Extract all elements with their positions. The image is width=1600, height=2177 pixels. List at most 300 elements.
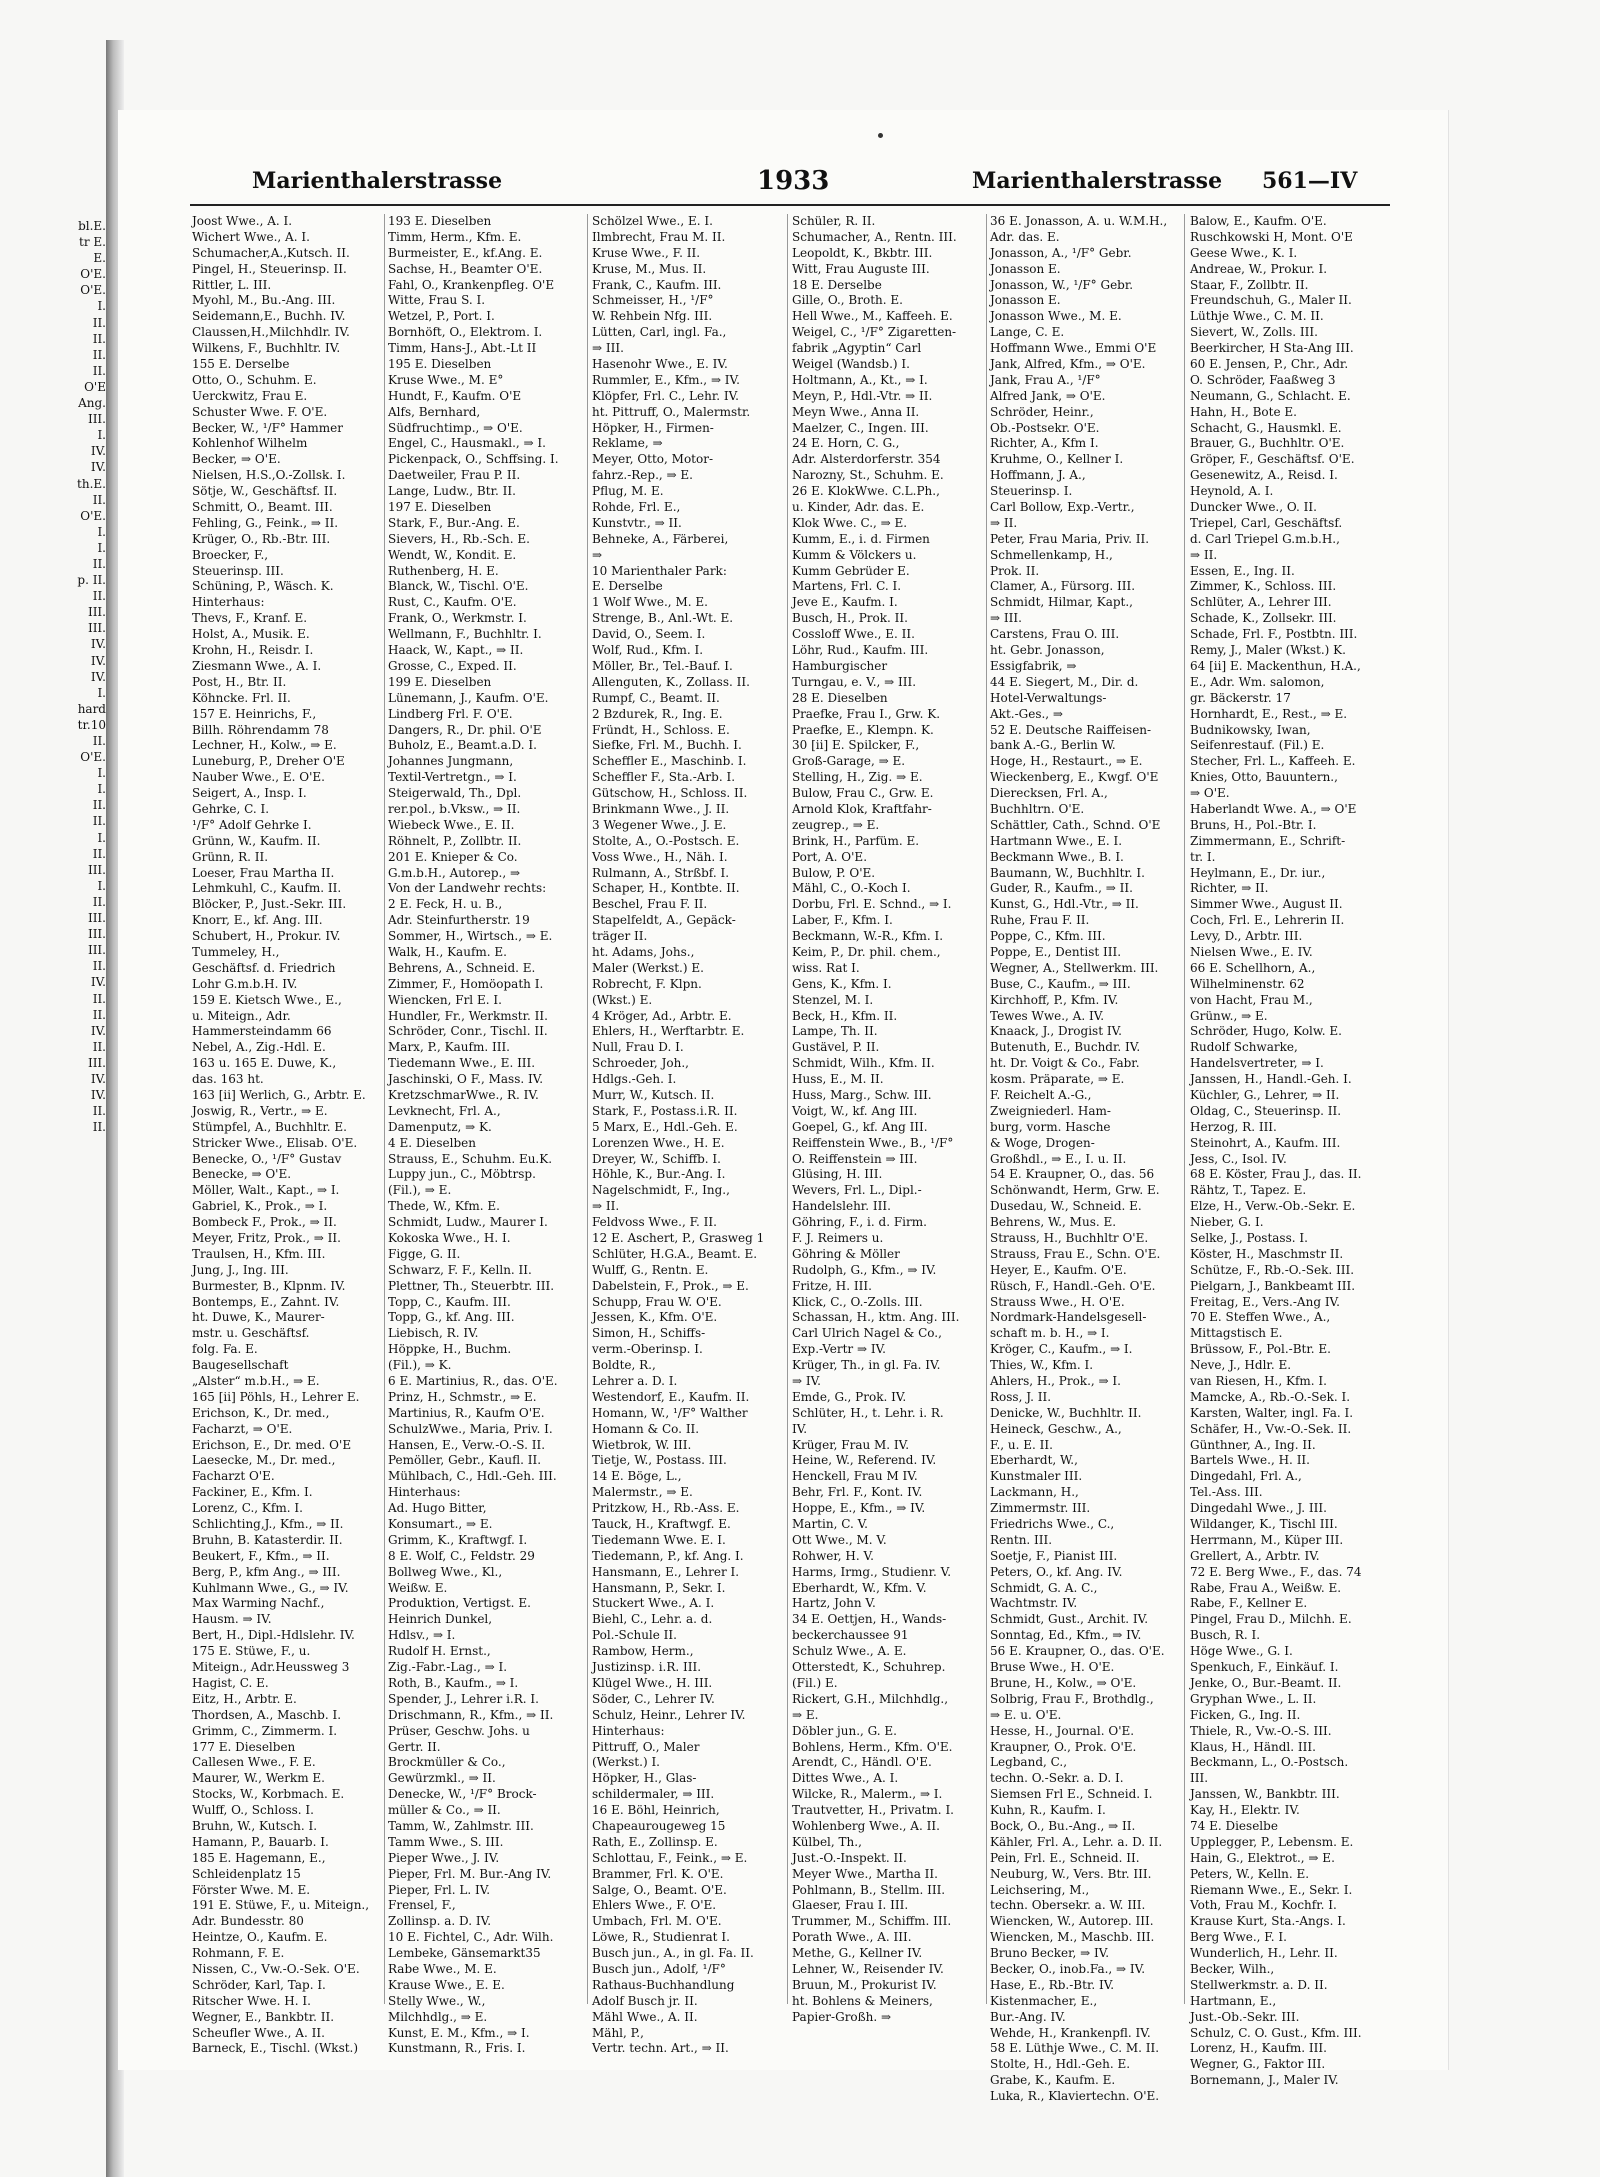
directory-entry-line: Schröder, Karl, Tap. I. <box>192 1977 326 1992</box>
directory-entry-line: Schuster Wwe. F. O'E. <box>192 404 328 419</box>
directory-entry-line: Hundler, Fr., Werkmstr. II. <box>388 1008 548 1023</box>
directory-entry-line: Schönwandt, Herm, Grw. E. <box>990 1183 1160 1198</box>
margin-fragment: II. <box>92 492 106 507</box>
directory-entry-line: Harms, Irmg., Studienr. V. <box>792 1564 952 1579</box>
directory-entry-line: Brinkmann Wwe., J. II. <box>592 801 730 816</box>
directory-entry-line: Jank, Frau A., ¹/F° <box>990 372 1101 387</box>
directory-entry-line: Schüler, R. II. <box>792 214 876 228</box>
directory-entry-line: Südfruchtimp., ⇒ O'E. <box>388 420 523 435</box>
directory-column-6 <box>1190 214 1386 2088</box>
directory-entry-line: Narozny, St., Schuhm. E. <box>792 468 944 483</box>
directory-entry-line: Bruun, M., Prokurist IV. <box>792 1977 937 1992</box>
directory-entry-line: Höppke, H., Buchm. <box>388 1342 512 1357</box>
margin-fragment: IV. <box>90 975 106 990</box>
directory-entry-line: Johannes Jungmann, <box>388 754 514 769</box>
directory-entry-line: Jess, C., Isol. IV. <box>1190 1151 1287 1166</box>
directory-entry-line: Ahlers, H., Prok., ⇒ I. <box>990 1374 1121 1389</box>
directory-entry-line: 185 E. Hagemann, E., <box>192 1850 326 1865</box>
directory-entry-line: Brockmüller & Co., <box>388 1755 506 1770</box>
directory-entry-line: fabrik „Agyptin“ Carl <box>792 341 922 356</box>
directory-entry-line: Sachse, H., Beamter O'E. <box>388 261 543 276</box>
directory-entry-line: Berg, P., kfm Ang., ⇒ III. <box>192 1564 341 1579</box>
directory-entry-line: Jonasson E. <box>990 293 1061 308</box>
directory-entry-line: Höpker, H., Glas- <box>592 1771 697 1786</box>
directory-entry-line: F., u. E. II. <box>990 1437 1053 1452</box>
directory-entry-line: Erichson, E., Dr. med. O'E <box>192 1437 352 1452</box>
directory-entry-line: Dangers, R., Dr. phil. O'E <box>388 722 542 737</box>
directory-entry-line: Joost Wwe., A. I. <box>192 214 293 228</box>
directory-entry-line: Berg Wwe., F. I. <box>1190 1930 1287 1945</box>
directory-entry-line: Emde, G., Prok. IV. <box>792 1389 907 1404</box>
directory-entry-line: Höge Wwe., G. I. <box>1190 1644 1293 1659</box>
directory-entry-line: Sommer, H., Wirtsch., ⇒ E. <box>388 929 553 944</box>
directory-entry-line: Frensel, F., <box>388 1898 456 1913</box>
directory-entry-line: Zimmermstr. III. <box>990 1501 1091 1516</box>
directory-entry-line: Myohl, M., Bu.-Ang. III. <box>192 293 336 308</box>
directory-entry-line: Konsumart., ⇒ E. <box>388 1517 493 1532</box>
directory-entry-line: Schlüter, H.G.A., Beamt. E. <box>592 1246 758 1261</box>
directory-entry-line: W. Rehbein Nfg. III. <box>592 309 713 324</box>
directory-entry-line: Lehrer a. D. I. <box>592 1374 678 1389</box>
directory-entry-line: träger II. <box>592 929 648 944</box>
directory-entry-line: Gehrke, C. I. <box>192 801 270 816</box>
directory-entry-line: Luppy jun., C., Möbtrsp. <box>388 1167 536 1182</box>
directory-entry-line: Jung, J., Ing. III. <box>192 1262 289 1277</box>
directory-entry-line: Adr. Steinfurtherstr. 19 <box>388 913 530 928</box>
directory-entry-line: Jonasson, A., ¹/F° Gebr. <box>990 245 1132 260</box>
directory-entry-line: Wegner, G., Faktor III. <box>1190 2057 1326 2072</box>
directory-entry-line: Löhr, Rud., Kaufm. III. <box>792 643 929 658</box>
directory-entry-line: Ross, J. II. <box>990 1389 1052 1404</box>
directory-entry-line: 4 Kröger, Ad., Arbtr. E. <box>592 1008 732 1023</box>
directory-entry-line: G.m.b.H., Autorep., ⇒ <box>388 865 521 880</box>
directory-entry-line: Siefke, Frl. M., Buchh. I. <box>592 738 742 753</box>
directory-entry-line: Meyer, Fritz, Prok., ⇒ II. <box>192 1231 341 1245</box>
directory-entry-line: verm.-Oberinsp. I. <box>592 1342 703 1357</box>
directory-entry-line: Mähl Wwe., A. II. <box>592 2009 698 2024</box>
directory-entry-line: Ruhe, Frau F. II. <box>990 913 1090 928</box>
directory-entry-line: Handelsvertreter, ⇒ I. <box>1190 1056 1324 1071</box>
directory-entry-line: Heineck, Geschw., A., <box>990 1421 1122 1436</box>
directory-entry-line: Feldvoss Wwe., F. II. <box>592 1215 717 1230</box>
directory-entry-line: Klick, C., O.-Zolls. III. <box>792 1294 923 1309</box>
header-rule <box>190 204 1390 206</box>
directory-entry-line: Stolte, H., Hdl.-Geh. E. <box>990 2057 1131 2072</box>
margin-fragment: IV. <box>90 460 106 475</box>
directory-entry-line: burg, vorm. Hasche <box>990 1119 1111 1134</box>
directory-entry-line: Von der Landwehr rechts: <box>388 881 547 896</box>
directory-entry-line: Chapeaurougeweg 15 <box>592 1818 726 1833</box>
directory-entry-line: Wulff, G., Rentn. E. <box>592 1262 709 1277</box>
margin-fragment: hard <box>77 701 106 716</box>
directory-entry-line: Lorenz, C., Kfm. I. <box>192 1501 303 1516</box>
directory-entry-line: Schassan, H., ktm. Ang. III. <box>792 1310 960 1325</box>
directory-entry-line: fahrz.-Rep., ⇒ E. <box>592 468 693 483</box>
directory-entry-line: Dorbu, Frl. E. Schnd., ⇒ I. <box>792 897 952 912</box>
directory-entry-line: Grimm, C., Zimmerm. I. <box>192 1723 338 1738</box>
directory-entry-line: 44 E. Siegert, M., Dir. d. <box>990 674 1139 689</box>
directory-entry-line: Becker, O., inob.Fa., ⇒ IV. <box>990 1961 1146 1976</box>
directory-entry-line: Fahl, O., Krankenpfleg. O'E <box>388 277 555 292</box>
directory-entry-line: Schlottau, F., Feink., ⇒ E. <box>592 1850 748 1865</box>
directory-entry-line: Goepel, G., kf. Ang III. <box>792 1119 928 1134</box>
directory-entry-line: Günthner, A., Ing. II. <box>1190 1437 1316 1452</box>
directory-entry-line: 159 E. Kietsch Wwe., E., <box>192 992 342 1007</box>
directory-entry-line: Döbler jun., G. E. <box>792 1723 897 1738</box>
directory-entry-line: Simmer Wwe., August II. <box>1190 897 1343 912</box>
directory-entry-line: Stricker Wwe., Elisab. O'E. <box>192 1135 358 1150</box>
directory-entry-line: Meyn, P., Hdl.-Vtr. ⇒ II. <box>792 388 933 403</box>
directory-entry-line: Rudolf H. Ernst., <box>388 1644 491 1659</box>
directory-entry-line: von Hacht, Frau M., <box>1190 992 1313 1007</box>
directory-entry-line: u. Kinder, Adr. das. E. <box>792 500 925 515</box>
directory-entry-line: Haberlandt Wwe. A., ⇒ O'E <box>1190 801 1357 816</box>
directory-entry-line: Grabe, K., Kaufm. E. <box>990 2073 1116 2088</box>
directory-entry-line: Mamcke, A., Rb.-O.-Sek. I. <box>1190 1389 1351 1404</box>
directory-entry-line: Laesecke, M., Dr. med., <box>192 1453 336 1468</box>
directory-entry-line: 191 E. Stüwe, F., u. Miteign., <box>192 1898 370 1913</box>
directory-entry-line: Loeser, Frau Martha II. <box>192 865 335 880</box>
directory-entry-line: (Wkst.) E. <box>592 992 653 1007</box>
page-header <box>252 168 1422 198</box>
directory-entry-line: Mähl, C., O.-Koch I. <box>792 881 911 896</box>
directory-entry-line: Lüthje Wwe., C. M. II. <box>1190 309 1324 324</box>
directory-entry-line: Großhdl., ⇒ E., I. u. II. <box>990 1151 1127 1166</box>
directory-entry-line: Triepel, Carl, Geschäftsf. <box>1190 515 1343 530</box>
directory-entry-line: Eberhardt, W., Kfm. V. <box>792 1580 927 1595</box>
directory-entry-line: Trautvetter, H., Privatm. I. <box>792 1803 954 1818</box>
directory-entry-line: Schüning, P., Wäsch. K. <box>192 579 334 594</box>
directory-entry-line: Kay, H., Elektr. IV. <box>1190 1803 1300 1818</box>
directory-entry-line: Eberhardt, W., <box>990 1453 1078 1468</box>
directory-entry-line: Pingel, H., Steuerinsp. II. <box>192 261 347 276</box>
directory-entry-line: Bontemps, E., Zahnt. IV. <box>192 1294 340 1309</box>
directory-entry-line: Hoppe, E., Kfm., ⇒ IV. <box>792 1501 926 1516</box>
directory-entry-line: Arendt, C., Händl. O'E. <box>792 1755 932 1770</box>
directory-entry-line: Nissen, C., Vw.-O.-Sek. O'E. <box>192 1961 360 1976</box>
directory-entry-line: Peters, O., kf. Ang. IV. <box>990 1564 1123 1579</box>
margin-fragment: Ang. <box>78 396 106 411</box>
directory-entry-line: Carl Bollow, Exp.-Vertr., <box>990 500 1135 515</box>
directory-column-3 <box>592 214 784 2056</box>
margin-fragment: II. <box>92 1007 106 1022</box>
directory-entry-line: Stark, F., Bur.-Ang. E. <box>388 515 520 530</box>
directory-entry-line: Produktion, Vertigst. E. <box>388 1596 531 1611</box>
directory-entry-line: Figge, G. II. <box>388 1246 461 1261</box>
directory-entry-line: Jaschinski, O F., Mass. IV. <box>388 1072 544 1087</box>
directory-entry-line: Weißw. E. <box>388 1580 448 1595</box>
column-divider <box>986 214 987 2004</box>
directory-entry-line: Hansmann, P., Sekr. I. <box>592 1580 726 1595</box>
directory-entry-line: Steuerinsp. III. <box>192 563 284 578</box>
directory-entry-line: Hahn, H., Bote E. <box>1190 404 1297 419</box>
directory-entry-line: Spender, J., Lehrer i.R. I. <box>388 1691 539 1706</box>
directory-entry-line: Westendorf, E., Kaufm. II. <box>592 1389 750 1404</box>
directory-entry-line: Buchhltrn. O'E. <box>990 801 1085 816</box>
directory-entry-line: Rittler, L. III. <box>192 277 272 292</box>
directory-entry-line: 70 E. Steffen Wwe., A., <box>1190 1310 1331 1325</box>
margin-fragment: I. <box>97 299 106 314</box>
directory-entry-line: Thiele, R., Vw.-O.-S. III. <box>1190 1723 1332 1738</box>
directory-entry-line: Grosse, C., Exped. II. <box>388 658 517 673</box>
directory-entry-line: Krüger, Th., in gl. Fa. IV. <box>792 1358 941 1373</box>
directory-entry-line: Kistenmacher, E., <box>990 1993 1098 2008</box>
directory-entry-line: Meyn Wwe., Anna II. <box>792 404 920 419</box>
margin-fragment: I. <box>97 830 106 845</box>
directory-entry-line: Steinohrt, A., Kaufm. III. <box>1190 1135 1341 1150</box>
directory-entry-line: Hell Wwe., M., Kaffeeh. E. <box>792 309 953 324</box>
directory-entry-line: Rickert, G.H., Milchhdlg., <box>792 1691 949 1706</box>
directory-entry-line: Wegner, E., Bankbtr. II. <box>192 2009 335 2024</box>
directory-entry-line: Beukert, F., Kfm., ⇒ II. <box>192 1548 330 1563</box>
directory-entry-line: Ott Wwe., M. V. <box>792 1532 887 1547</box>
directory-entry-line: Schade, Frl. F., Postbtn. III. <box>1190 627 1358 642</box>
directory-entry-line: Meyer, Otto, Motor- <box>592 452 714 467</box>
directory-entry-line: Bruhn, B. Katasterdir. II. <box>192 1532 343 1547</box>
directory-entry-line: Homann, W., ¹/F° Walther <box>592 1405 748 1420</box>
directory-entry-line: Alfred Jank, ⇒ O'E. <box>990 388 1106 403</box>
directory-entry-line: 199 E. Dieselben <box>388 674 492 689</box>
directory-entry-line: Hdlgs.-Geh. I. <box>592 1072 677 1087</box>
directory-entry-line: Rath, E., Zollinsp. E. <box>592 1834 718 1849</box>
directory-entry-line: Kruse, M., Mus. II. <box>592 261 707 276</box>
directory-entry-line: 26 E. KlokWwe. C.L.Ph., <box>792 484 940 499</box>
page-number: 561—IV <box>1262 168 1358 194</box>
directory-entry-line: IV. <box>792 1421 808 1436</box>
directory-entry-line: Gustävel, P. II. <box>792 1040 880 1055</box>
directory-entry-line: beckerchaussee 91 <box>792 1628 909 1643</box>
directory-entry-line: Wunderlich, H., Lehr. II. <box>1190 1946 1338 1961</box>
directory-entry-line: Schmidt, Hilmar, Kapt., <box>990 595 1133 610</box>
directory-entry-line: 163 [ii] Werlich, G., Arbtr. E. <box>192 1087 366 1102</box>
directory-entry-line: Wiencken, W., Autorep. III. <box>990 1914 1154 1929</box>
directory-entry-line: Max Warming Nachf., <box>192 1596 325 1611</box>
margin-fragment: O'E. <box>80 750 106 765</box>
directory-entry-line: 16 E. Böhl, Heinrich, <box>592 1803 720 1818</box>
directory-entry-line: Billh. Röhrendamm 78 <box>192 722 329 737</box>
directory-entry-line: Uerckwitz, Frau E. <box>192 388 308 403</box>
directory-entry-line: Bornhöft, O., Elektrom. I. <box>388 325 543 340</box>
directory-entry-line: 34 E. Oettjen, H., Wands- <box>792 1612 947 1627</box>
directory-entry-line: Freitag, E., Vers.-Ang IV. <box>1190 1294 1340 1309</box>
directory-entry-line: 195 E. Dieselben <box>388 357 492 372</box>
directory-entry-line: Wendt, W., Kondit. E. <box>388 547 517 562</box>
margin-fragment: II. <box>92 814 106 829</box>
directory-entry-line: Liebisch, R. IV. <box>388 1326 479 1341</box>
directory-entry-line: Handelslehr. III. <box>792 1199 891 1214</box>
directory-entry-line: Steuerinsp. I. <box>990 484 1073 499</box>
directory-entry-line: Damenputz, ⇒ K. <box>388 1119 492 1134</box>
directory-entry-line: 201 E. Knieper & Co. <box>388 849 518 864</box>
directory-entry-line: Scheufler Wwe., A. II. <box>192 2025 325 2040</box>
directory-entry-line: (Werkst.) I. <box>592 1755 660 1770</box>
directory-entry-line: Praefke, E., Klempn. K. <box>792 722 934 737</box>
directory-entry-line: Hdlsv., ⇒ I. <box>388 1628 456 1643</box>
directory-entry-line: Lorenzen Wwe., H. E. <box>592 1135 725 1150</box>
directory-entry-line: Stolte, A., O.-Postsch. E. <box>592 833 740 848</box>
directory-entry-line: Pol.-Schule II. <box>592 1628 677 1643</box>
directory-entry-line: Strenge, B., Anl.-Wt. E. <box>592 611 734 626</box>
directory-entry-line: Rudolf Schwarke, <box>1190 1040 1298 1055</box>
directory-entry-line: Seifenrestauf. (Fil.) E. <box>1190 738 1325 753</box>
directory-entry-line: Alfs, Bernhard, <box>388 404 481 419</box>
margin-fragment: III. <box>87 927 106 942</box>
directory-entry-line: Burmeister, E., kf.Ang. E. <box>388 245 543 260</box>
directory-entry-line: Stenzel, M. I. <box>792 992 874 1007</box>
directory-entry-line: Zig.-Fabr.-Lag., ⇒ I. <box>388 1660 508 1675</box>
margin-fragment: III. <box>87 911 106 926</box>
directory-entry-line: Pielgarn, J., Bankbeamt III. <box>1190 1278 1356 1293</box>
directory-entry-line: Richter, A., Kfm I. <box>990 436 1099 451</box>
directory-entry-line: Mittagstisch E. <box>1190 1326 1283 1341</box>
directory-column-2 <box>388 214 584 2056</box>
directory-entry-line: 157 E. Heinrichs, F., <box>192 706 317 721</box>
margin-fragment: II. <box>92 991 106 1006</box>
directory-entry-line: Brune, H., Kolw., ⇒ O'E. <box>990 1675 1137 1690</box>
directory-entry-line: mstr. u. Geschäftsf. <box>192 1326 310 1341</box>
directory-entry-line: ⇒ II. <box>1190 547 1218 562</box>
directory-entry-line: Schulz, C. O. Gust., Kfm. III. <box>1190 2025 1362 2040</box>
directory-entry-line: 54 E. Kraupner, O., das. 56 <box>990 1167 1155 1182</box>
column-divider <box>384 214 385 2004</box>
directory-entry-line: Sievert, W., Zolls. III. <box>1190 325 1318 340</box>
directory-entry-line: Plettner, Th., Steuerbtr. III. <box>388 1278 555 1293</box>
directory-entry-line: Levy, D., Arbtr. III. <box>1190 929 1303 944</box>
directory-entry-line: 5 Marx, E., Hdl.-Geh. E. <box>592 1119 738 1134</box>
directory-entry-line: O. Schröder, Faaßweg 3 <box>1190 372 1336 387</box>
directory-entry-line: Knorr, E., kf. Ang. III. <box>192 913 323 928</box>
directory-entry-line: Gewürzmkl., ⇒ II. <box>388 1771 496 1786</box>
directory-entry-line: Henckell, Frau M IV. <box>792 1469 918 1484</box>
margin-fragment: IV. <box>90 1071 106 1086</box>
margin-fragment: III. <box>87 412 106 427</box>
directory-entry-line: Clamer, A., Fürsorg. III. <box>990 579 1136 594</box>
directory-entry-line: Tamm, W., Zahlmstr. III. <box>388 1818 534 1833</box>
directory-entry-line: Wevers, Frl. L., Dipl.- <box>792 1183 922 1198</box>
directory-entry-line: 6 E. Martinius, R., das. O'E. <box>388 1374 558 1389</box>
directory-entry-line: Kruhme, O., Kellner I. <box>990 452 1124 467</box>
margin-fragment: th.E. <box>77 476 106 491</box>
directory-entry-line: Null, Frau D. I. <box>592 1040 684 1055</box>
directory-entry-line: Herzog, R. III. <box>1190 1119 1277 1134</box>
directory-entry-line: Pickenpack, O., Schffsing. I. <box>388 452 559 467</box>
margin-fragment: O'E. <box>80 283 106 298</box>
directory-entry-line: Strauss Wwe., H. O'E. <box>990 1294 1125 1309</box>
directory-entry-line: Topp, C., Kaufm. III. <box>388 1294 511 1309</box>
directory-entry-line: Simon, H., Schiffs- <box>592 1326 706 1341</box>
directory-entry-line: zeugrep., ⇒ E. <box>792 817 880 832</box>
directory-entry-line: Becker, ⇒ O'E. <box>192 452 281 467</box>
directory-entry-line: Pittruff, O., Maler <box>592 1739 700 1754</box>
directory-entry-line: ⇒ II. <box>592 1199 620 1214</box>
street-name-left: Marienthalerstrasse <box>252 168 503 194</box>
directory-entry-line: Dittes Wwe., A. I. <box>792 1771 899 1786</box>
directory-entry-line: Denicke, W., Buchhltr. II. <box>990 1405 1142 1420</box>
directory-entry-line: Höpker, H., Firmen- <box>592 420 714 435</box>
directory-entry-line: Murr, W., Kutsch. II. <box>592 1087 715 1102</box>
directory-entry-line: Porath Wwe., A. III. <box>792 1930 912 1945</box>
column-divider <box>1184 214 1185 2004</box>
directory-entry-line: Gens, K., Kfm. I. <box>792 976 892 991</box>
margin-fragment: II. <box>92 1104 106 1119</box>
directory-entry-line: Hartmann, E., <box>1190 1993 1277 2008</box>
directory-entry-line: Sonntag, Ed., Kfm., ⇒ IV. <box>990 1628 1142 1643</box>
directory-entry-line: Schröder, Heinr., <box>990 404 1094 419</box>
directory-entry-line: Hinterhaus: <box>592 1723 665 1738</box>
directory-entry-line: Tewes Wwe., A. IV. <box>990 1008 1105 1023</box>
directory-entry-line: Prüser, Geschw. Johs. u <box>388 1723 530 1738</box>
directory-entry-line: Pieper Wwe., J. IV. <box>388 1850 500 1865</box>
directory-entry-line: Engel, C., Hausmakl., ⇒ I. <box>388 436 546 451</box>
directory-entry-line: kosm. Präparate, ⇒ E. <box>990 1072 1125 1087</box>
directory-entry-line: Glaeser, Frau I. III. <box>792 1898 909 1913</box>
directory-entry-line: Behrens, W., Mus. E. <box>990 1215 1117 1230</box>
directory-entry-line: 175 E. Stüwe, F., u. <box>192 1644 311 1659</box>
directory-entry-line: Schölzel Wwe., E. I. <box>592 214 713 228</box>
directory-entry-line: Exp.-Vertr ⇒ IV. <box>792 1342 886 1357</box>
margin-fragment: II. <box>92 363 106 378</box>
directory-entry-line: Strauss, Frau E., Schn. O'E. <box>990 1246 1161 1261</box>
directory-entry-line: Balow, E., Kaufm. O'E. <box>1190 214 1327 228</box>
margin-fragment: I. <box>97 428 106 443</box>
directory-entry-line: 2 E. Feck, H. u. B., <box>388 897 503 912</box>
directory-entry-line: Schlichting,J., Kfm., ⇒ II. <box>192 1517 344 1532</box>
directory-entry-line: Tietje, W., Postass. III. <box>592 1453 727 1468</box>
directory-entry-line: Staar, F., Zollbtr. II. <box>1190 277 1309 292</box>
directory-entry-line: Voss Wwe., H., Näh. I. <box>592 849 728 864</box>
margin-fragment: II. <box>92 556 106 571</box>
directory-entry-line: wiss. Rat I. <box>792 960 860 975</box>
directory-entry-line: Leopoldt, K., Bkbtr. III. <box>792 245 933 260</box>
street-name-right: Marienthalerstrasse <box>972 168 1223 194</box>
directory-entry-line: Ruschkowski H, Mont. O'E <box>1190 229 1353 244</box>
directory-entry-line: Turngau, e. V., ⇒ III. <box>792 674 917 689</box>
directory-entry-line: Becker, W., ¹/F° Hammer <box>192 420 343 435</box>
directory-entry-line: Pieper, Frl. M. Bur.-Ang IV. <box>388 1866 552 1881</box>
directory-entry-line: 74 E. Dieselbe <box>1190 1818 1278 1833</box>
margin-fragment: IV. <box>90 653 106 668</box>
directory-entry-line: Lünemann, J., Kaufm. O'E. <box>388 690 549 705</box>
directory-entry-line: Hoffmann, J. A., <box>990 468 1086 483</box>
directory-entry-line: Schulz, Heinr., Lehrer IV. <box>592 1707 746 1722</box>
directory-entry-line: Essigfabrik, ⇒ <box>990 658 1077 673</box>
directory-entry-line: Klügel Wwe., H. III. <box>592 1675 713 1690</box>
directory-entry-line: Frank, O., Werkmstr. I. <box>388 611 527 626</box>
directory-entry-line: Huss, Marg., Schw. III. <box>792 1087 932 1102</box>
directory-entry-line: Praefke, Frau I., Grw. K. <box>792 706 941 721</box>
directory-entry-line: Wilkens, F., Buchhltr. IV. <box>192 341 341 356</box>
directory-entry-line: Dingedahl, Frl. A., <box>1190 1469 1302 1484</box>
directory-entry-line: Rumpf, C., Beamt. II. <box>592 690 720 705</box>
margin-fragment: II. <box>92 347 106 362</box>
directory-entry-line: Beckmann, L., O.-Postsch. <box>1190 1755 1349 1770</box>
directory-entry-line: Biehl, C., Lehr. a. d. <box>592 1612 713 1627</box>
directory-entry-line: Löwe, R., Studienrat I. <box>592 1930 730 1945</box>
directory-entry-line: Milchhdlg., ⇒ E. <box>388 2009 488 2024</box>
directory-entry-line: Krause Kurt, Sta.-Angs. I. <box>1190 1914 1346 1929</box>
directory-entry-line: Bert, H., Dipl.-Hdlslehr. IV. <box>192 1628 355 1643</box>
directory-entry-line: Kröger, C., Kaufm., ⇒ I. <box>990 1342 1133 1357</box>
margin-fragment: II. <box>92 959 106 974</box>
directory-entry-line: Nordmark-Handelsgesell- <box>990 1310 1147 1325</box>
directory-entry-line: Hain, G., Elektrot., ⇒ E. <box>1190 1850 1335 1865</box>
directory-entry-line: Bornemann, J., Maler IV. <box>1190 2073 1339 2088</box>
directory-entry-line: Schulz Wwe., A. E. <box>792 1644 907 1659</box>
directory-entry-line: Hesse, H., Journal. O'E. <box>990 1723 1135 1738</box>
directory-entry-line: 193 E. Dieselben <box>388 214 492 228</box>
directory-entry-line: Schättler, Cath., Schnd. O'E <box>990 817 1161 832</box>
directory-entry-line: Brammer, Frl. K. O'E. <box>592 1866 724 1881</box>
